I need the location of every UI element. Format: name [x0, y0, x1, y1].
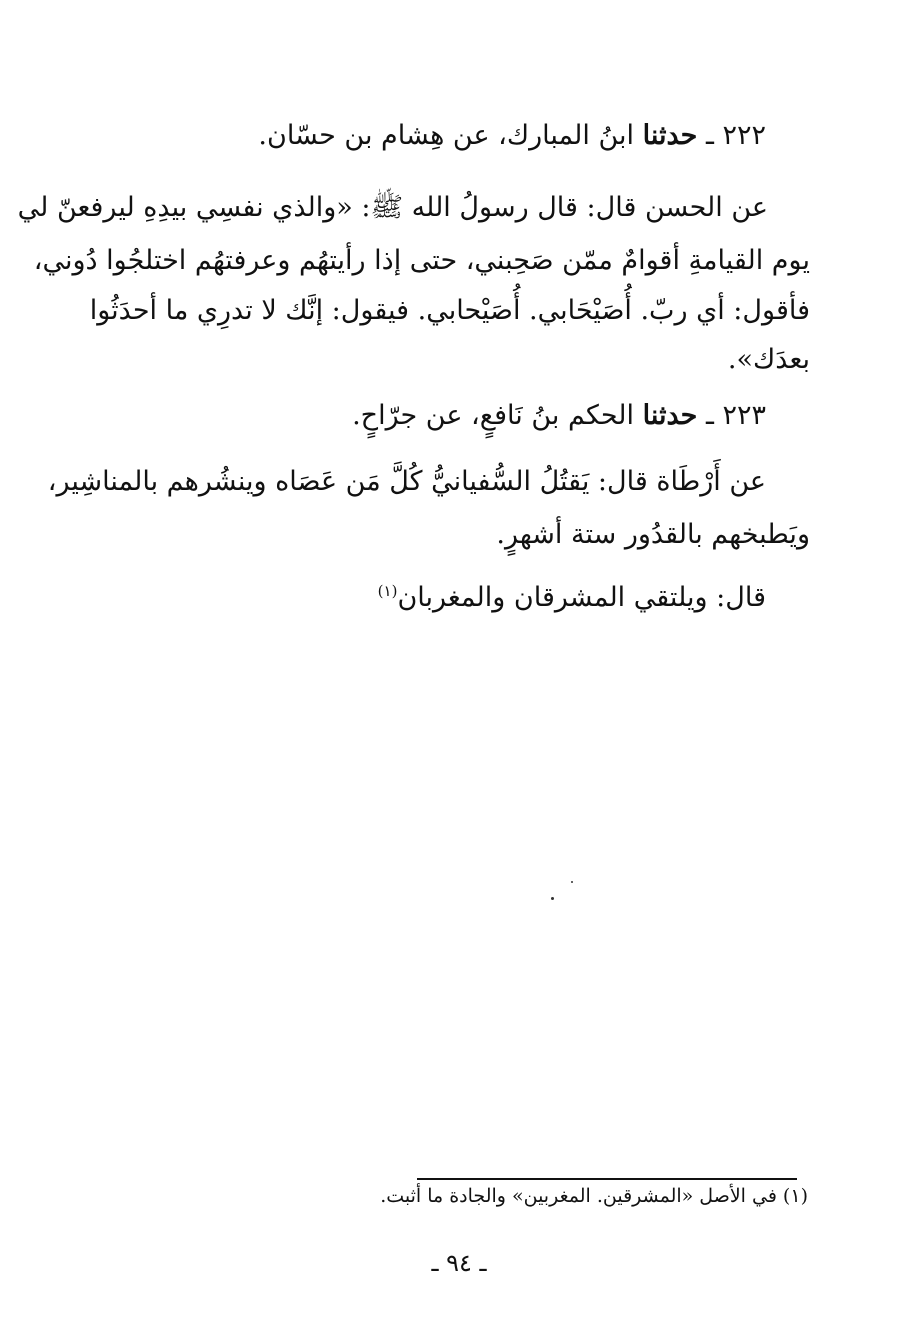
hadith-222-isnad: ابنُ المبارك، عن هِشام بن حسّان. — [258, 120, 635, 151]
hadith-222-line-1: عن الحسن قال: قال رسولُ الله ﷺ: «والذي نفسِي بيدِهِ ليرفعنّ لي — [17, 192, 768, 223]
hadith-222-line-3: فأقول: أي ربّ. أُصَيْحَابي. أُصَيْحابي. فيقول: إنَّك لا تدرِي ما أحدَثُوا — [89, 295, 810, 326]
hadith-223-line-1: عن أَرْطَاة قال: يَقتُلُ السُّفيانيُّ كُلَّ مَن عَصَاه وينشُرهم بالمناشِير، — [47, 466, 766, 497]
hadith-223-haddathana: حدثنا — [642, 400, 698, 431]
hadith-222-haddathana: حدثنا — [642, 120, 698, 151]
hadith-222-heading — [258, 116, 766, 156]
hadith-223-line-3-text: قال: ويلتقي المشرقان والمغربان — [397, 582, 766, 613]
hadith-222-number: ٢٢٢ ـ — [705, 120, 766, 151]
hadith-222-line-2: يوم القيامةِ أقوامٌ ممّن صَحِبني، حتى إذا رأيتهُم وعرفتهُم اختلجُوا دُوني، — [33, 245, 810, 276]
page-number: ـ ٩٤ ـ — [431, 1249, 487, 1277]
footnote-marker: (١) — [377, 582, 398, 600]
print-speck — [551, 897, 554, 900]
print-speck — [571, 881, 573, 883]
hadith-222-line-4: بعدَك». — [727, 344, 810, 375]
hadith-223-line-3 — [378, 578, 766, 618]
hadith-223-number: ٢٢٣ ـ — [705, 400, 766, 431]
hadith-223-line-2: ويَطبخهم بالقدُور ستة أشهرٍ. — [496, 519, 810, 550]
footnote-rule — [417, 1178, 797, 1180]
hadith-223-heading — [352, 396, 766, 436]
hadith-223-isnad: الحكم بنُ نَافعٍ، عن جرّاحٍ. — [352, 400, 635, 431]
footnote-text: (١) في الأصل «المشرقين. المغربين» والجادة ما أثبت. — [380, 1185, 808, 1207]
